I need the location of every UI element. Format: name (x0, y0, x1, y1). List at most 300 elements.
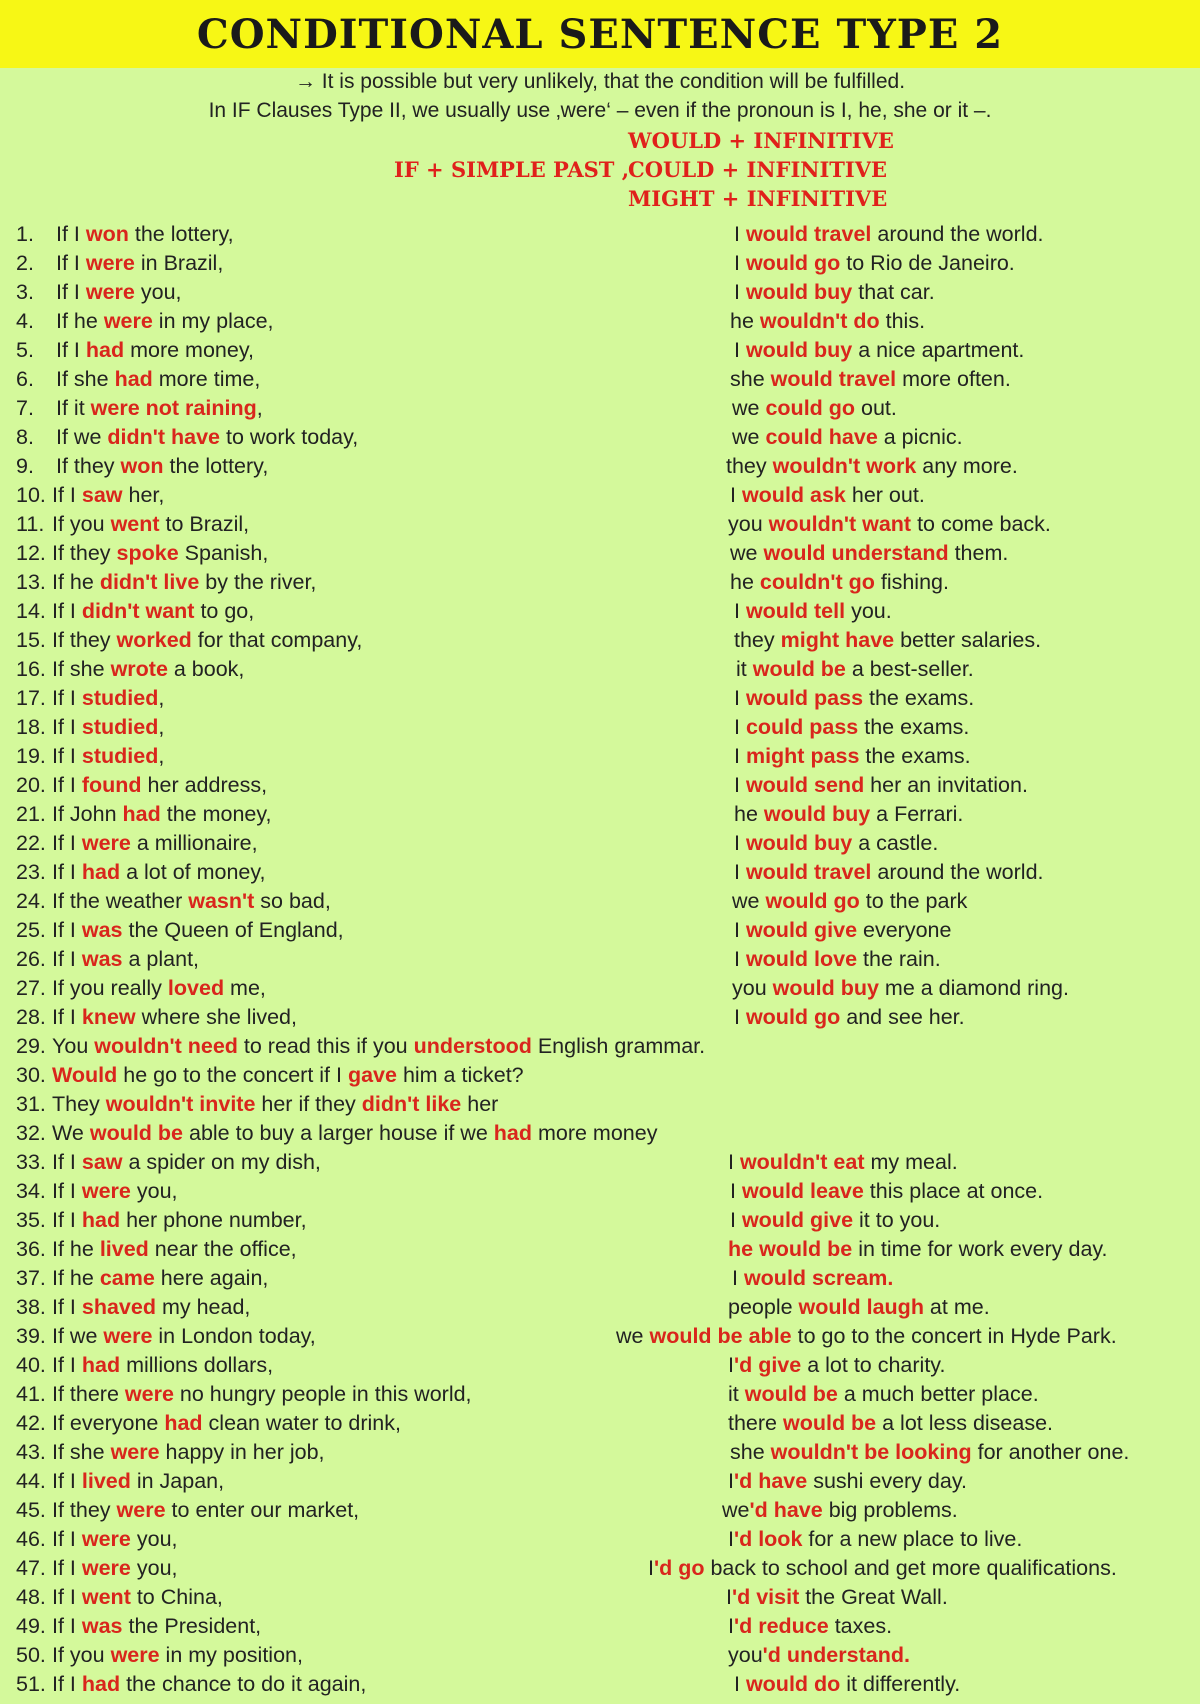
highlighted-verb: would scream. (743, 1266, 894, 1290)
highlighted-verb: would be (744, 1382, 838, 1406)
clause-text: If I (52, 918, 82, 942)
highlighted-verb: might have (780, 628, 895, 652)
highlighted-verb: wouldn't need (94, 1034, 238, 1058)
main-clause (732, 889, 967, 914)
formula-option-might: MIGHT + INFINITIVE (628, 186, 888, 211)
highlighted-verb: would go (745, 1005, 841, 1029)
clause-text: a millionaire, (130, 831, 258, 855)
main-clause (734, 338, 1024, 363)
sentence-row (0, 1469, 1200, 1498)
main-clause (648, 1556, 1117, 1581)
main-clause (730, 1208, 940, 1233)
clause-text: If I (52, 1556, 82, 1580)
clause-text: you (728, 1643, 763, 1667)
highlighted-verb: he would be (728, 1237, 853, 1261)
if-clause (52, 1614, 261, 1639)
sentence-number: 8. (16, 425, 34, 449)
clause-text: he (730, 309, 760, 333)
highlighted-verb: would buy (763, 802, 871, 826)
highlighted-verb: spoke (116, 541, 179, 565)
highlighted-verb: would tell (745, 599, 846, 623)
clause-text: You (52, 1034, 95, 1058)
clause-text: I (648, 1556, 654, 1580)
clause-text: everyone (857, 918, 952, 942)
sentence-number: 36. (16, 1237, 46, 1261)
sentence-row (0, 599, 1200, 628)
clause-text: I (730, 1179, 742, 1203)
clause-text: her out. (845, 483, 925, 507)
highlighted-verb: won (120, 454, 164, 478)
highlighted-verb: would buy (772, 976, 879, 1000)
intro-line-1: → It is possible but very unlikely, that the condition will be fulfilled. (294, 70, 906, 93)
highlighted-verb: were (103, 309, 153, 333)
clause-text: in Brazil, (134, 251, 224, 275)
intro-line-2: In IF Clauses Type II, we usually use ‚were‘ – even if the pronoun is I, he, she or it –. (208, 99, 992, 122)
sentence-number: 46. (16, 1527, 46, 1551)
clause-text: there (728, 1411, 783, 1435)
sentence-row (0, 976, 1200, 1005)
highlighted-verb: would give (745, 918, 858, 942)
sentence-row (0, 1266, 1200, 1295)
highlighted-verb: would leave (741, 1179, 864, 1203)
clause-text: any more. (916, 454, 1018, 478)
clause-text: sushi every day. (807, 1469, 967, 1493)
if-clause (52, 1092, 498, 1117)
clause-text: you, (130, 1556, 178, 1580)
sentence-row (0, 1585, 1200, 1614)
clause-text: here again, (154, 1266, 269, 1290)
clause-text: we (730, 541, 764, 565)
highlighted-verb: lived (99, 1237, 149, 1261)
main-clause (734, 831, 938, 856)
clause-text: the Great Wall. (799, 1585, 948, 1609)
sentence-number: 19. (16, 744, 46, 768)
highlighted-verb: worked (116, 628, 192, 652)
sentence-row (0, 338, 1200, 367)
highlighted-verb: understood (413, 1034, 532, 1058)
if-clause (52, 657, 244, 682)
sentence-number: 31. (16, 1092, 46, 1116)
clause-text: I (728, 1527, 734, 1551)
clause-text: I (730, 483, 742, 507)
if-clause (52, 802, 272, 827)
main-clause (734, 947, 941, 972)
sentence-row (0, 947, 1200, 976)
if-clause (56, 338, 254, 363)
clause-text: to go, (194, 599, 255, 623)
if-clause (52, 1295, 250, 1320)
clause-text: millions dollars, (120, 1353, 274, 1377)
clause-text: my head, (155, 1295, 251, 1319)
highlighted-verb: didn't live (99, 570, 200, 594)
if-clause (52, 889, 331, 914)
if-clause (52, 483, 164, 508)
highlighted-verb: saw (81, 483, 123, 507)
clause-text: around the world. (871, 860, 1044, 884)
sentence-row (0, 1672, 1200, 1701)
highlighted-verb: didn't have (107, 425, 221, 449)
sentence-row (0, 1295, 1200, 1324)
clause-text: you (732, 976, 773, 1000)
clause-text: for another one. (971, 1440, 1130, 1464)
clause-text: I (734, 831, 746, 855)
sentence-number: 38. (16, 1295, 46, 1319)
sentence-number: 15. (16, 628, 46, 652)
sentence-number: 49. (16, 1614, 46, 1638)
clause-text: to read this if you (237, 1034, 414, 1058)
clause-text: If I (56, 280, 86, 304)
clause-text: at me. (923, 1295, 990, 1319)
sentence-number: 26. (16, 947, 46, 971)
highlighted-verb: would go (745, 251, 841, 275)
if-clause (52, 512, 249, 537)
clause-text: If I (52, 1527, 82, 1551)
sentence-row (0, 1382, 1200, 1411)
highlighted-verb: Would (52, 1063, 118, 1087)
clause-text: I (734, 860, 746, 884)
highlighted-verb: found (81, 773, 142, 797)
clause-text: a nice apartment. (852, 338, 1025, 362)
if-clause (52, 1643, 303, 1668)
if-clause (56, 280, 182, 305)
clause-text: If they (56, 454, 121, 478)
clause-text: I (728, 1150, 740, 1174)
highlighted-verb: wrote (110, 657, 168, 681)
main-clause (730, 570, 949, 595)
clause-text: to the park (859, 889, 968, 913)
clause-text: happy in her job, (159, 1440, 325, 1464)
clause-text: back to school and get more qualifications. (704, 1556, 1117, 1580)
if-clause (56, 454, 268, 479)
clause-text: we (732, 396, 766, 420)
main-clause (728, 1643, 910, 1668)
highlighted-verb: would travel (745, 222, 872, 246)
clause-text: the money, (160, 802, 272, 826)
clause-text: her address, (141, 773, 268, 797)
clause-text: I (734, 773, 746, 797)
main-clause (730, 541, 1008, 566)
sentence-number: 39. (16, 1324, 46, 1348)
clause-text: a plant, (122, 947, 200, 971)
if-clause (52, 599, 254, 624)
clause-text: If I (52, 599, 82, 623)
if-clause (52, 715, 164, 740)
formula-option-would: WOULD + INFINITIVE (628, 128, 894, 153)
clause-text: to enter our market, (165, 1498, 360, 1522)
sentence-row (0, 715, 1200, 744)
if-clause (52, 1556, 178, 1581)
sentence-row (0, 831, 1200, 860)
sentence-number: 30. (16, 1063, 46, 1087)
sentence-row (0, 1411, 1200, 1440)
if-clause (52, 831, 258, 856)
clause-text: If you really (52, 976, 168, 1000)
highlighted-verb: was (81, 947, 123, 971)
highlighted-verb: would be (89, 1121, 184, 1145)
clause-text: more often. (896, 367, 1011, 391)
clause-text: the rain. (857, 947, 941, 971)
clause-text: I (734, 918, 746, 942)
sentence-row (0, 744, 1200, 773)
sentence-number: 47. (16, 1556, 46, 1580)
if-clause (52, 1005, 297, 1030)
clause-text: If I (52, 860, 82, 884)
clause-text: by the river, (199, 570, 317, 594)
sentence-row (0, 889, 1200, 918)
clause-text: the exams. (863, 686, 975, 710)
clause-text: big problems. (822, 1498, 958, 1522)
title-bar (0, 0, 1200, 68)
highlighted-verb: would do (745, 1672, 841, 1696)
main-clause (728, 1237, 1108, 1262)
clause-text: I (734, 1672, 746, 1696)
sentence-row (0, 802, 1200, 831)
highlighted-verb: wouldn't eat (739, 1150, 865, 1174)
sentence-number: 51. (16, 1672, 46, 1696)
clause-text: me, (224, 976, 266, 1000)
if-clause (52, 1266, 268, 1291)
main-clause (732, 976, 1069, 1001)
highlighted-verb: studied (81, 686, 159, 710)
highlighted-verb: had (122, 802, 161, 826)
if-clause (52, 1469, 224, 1494)
sentence-row (0, 628, 1200, 657)
clause-text: for that company, (191, 628, 363, 652)
highlighted-verb: were (81, 831, 131, 855)
clause-text: clean water to drink, (202, 1411, 401, 1435)
main-clause (728, 1382, 1039, 1407)
clause-text: If it (56, 396, 91, 420)
highlighted-verb: went (81, 1585, 131, 1609)
clause-text: If I (52, 1614, 82, 1638)
sentence-number: 45. (16, 1498, 46, 1522)
highlighted-verb: would be (752, 657, 846, 681)
clause-text: to Brazil, (159, 512, 250, 536)
highlighted-verb: 'd have (749, 1498, 823, 1522)
clause-text: him a ticket? (396, 1063, 524, 1087)
clause-text: If I (52, 773, 82, 797)
clause-text: If he (52, 1266, 100, 1290)
highlighted-verb: would buy (745, 831, 853, 855)
sentence-number: 1. (16, 222, 34, 246)
if-clause (52, 1353, 273, 1378)
clause-text: it differently. (840, 1672, 961, 1696)
if-clause (52, 947, 199, 972)
highlighted-verb: saw (81, 1150, 123, 1174)
clause-text: I (734, 744, 746, 768)
sentence-number: 32. (16, 1121, 46, 1145)
sentence-row (0, 1643, 1200, 1672)
highlighted-verb: wasn't (188, 889, 255, 913)
sentence-number: 35. (16, 1208, 46, 1232)
sentence-row (0, 1179, 1200, 1208)
highlighted-verb: might pass (745, 744, 860, 768)
if-clause (52, 1121, 657, 1146)
highlighted-verb: were (81, 1556, 131, 1580)
sentence-row (0, 280, 1200, 309)
highlighted-verb: could go (765, 396, 856, 420)
main-clause (616, 1324, 1117, 1349)
highlighted-verb: were (103, 1324, 153, 1348)
clause-text: We (52, 1121, 90, 1145)
sentence-row (0, 1063, 1200, 1092)
clause-text: and see her. (840, 1005, 965, 1029)
if-clause (56, 309, 274, 334)
highlighted-verb: could pass (745, 715, 859, 739)
sentence-row (0, 773, 1200, 802)
highlighted-verb: would pass (745, 686, 864, 710)
clause-text: If she (52, 657, 111, 681)
main-clause (722, 1498, 958, 1523)
highlighted-verb: would give (741, 1208, 854, 1232)
clause-text: I (734, 251, 746, 275)
sentence-row (0, 541, 1200, 570)
sentence-number: 10. (16, 483, 46, 507)
sentence-row (0, 1440, 1200, 1469)
highlighted-verb: would be (782, 1411, 877, 1435)
clause-text: If I (52, 1005, 82, 1029)
clause-text: he (730, 570, 760, 594)
sentence-number: 24. (16, 889, 46, 913)
clause-text: able to buy a larger house if we (183, 1121, 494, 1145)
highlighted-verb: had (81, 1208, 121, 1232)
sentence-number: 37. (16, 1266, 46, 1290)
sentence-number: 33. (16, 1150, 46, 1174)
clause-text: If I (52, 715, 82, 739)
clause-text: a spider on my dish, (122, 1150, 321, 1174)
if-clause (52, 1237, 297, 1262)
clause-text: If there (52, 1382, 125, 1406)
clause-text: If I (52, 1295, 82, 1319)
sentence-row (0, 222, 1200, 251)
highlighted-verb: were (110, 1440, 160, 1464)
highlighted-verb: would go (765, 889, 860, 913)
sentence-row (0, 860, 1200, 889)
highlighted-verb: gave (347, 1063, 397, 1087)
clause-text: that car. (852, 280, 935, 304)
clause-text: a much better place. (837, 1382, 1039, 1406)
sentence-row (0, 1353, 1200, 1382)
clause-text: you (728, 512, 769, 536)
formula-option-could: COULD + INFINITIVE (628, 157, 888, 182)
clause-text: If you (52, 1643, 111, 1667)
highlighted-verb: would be able (649, 1324, 792, 1348)
clause-text: out. (855, 396, 897, 420)
if-clause (52, 1150, 321, 1175)
highlighted-verb: wouldn't want (768, 512, 912, 536)
if-clause (52, 918, 344, 943)
clause-text: it (736, 657, 753, 681)
sentence-row (0, 396, 1200, 425)
clause-text: I (732, 1266, 744, 1290)
sentence-number: 11. (16, 512, 45, 536)
if-clause (52, 570, 316, 595)
highlighted-verb: knew (81, 1005, 136, 1029)
if-clause (56, 222, 234, 247)
clause-text: I (734, 222, 746, 246)
clause-text: If they (52, 628, 117, 652)
if-clause (52, 1063, 524, 1088)
clause-text: If I (52, 1208, 82, 1232)
clause-text: he (734, 802, 764, 826)
highlighted-verb: could have (765, 425, 878, 449)
clause-text: this place at once. (863, 1179, 1044, 1203)
highlighted-verb: wouldn't do (759, 309, 880, 333)
highlighted-verb: had (164, 1411, 203, 1435)
clause-text: If I (56, 222, 86, 246)
highlighted-verb: was (81, 918, 123, 942)
highlighted-verb: was (81, 1614, 123, 1638)
if-clause (52, 1382, 472, 1407)
clause-text: I (728, 1614, 734, 1638)
sentence-row (0, 570, 1200, 599)
sentence-row (0, 1498, 1200, 1527)
clause-text: to work today, (220, 425, 359, 449)
main-clause (726, 454, 1018, 479)
highlighted-verb: couldn't go (759, 570, 875, 594)
clause-text: it (728, 1382, 745, 1406)
clause-text: she (730, 367, 771, 391)
highlighted-verb: had (493, 1121, 532, 1145)
highlighted-verb: won (85, 222, 129, 246)
clause-text: , (158, 744, 165, 768)
clause-text: her an invitation. (864, 773, 1028, 797)
highlighted-verb: would travel (745, 860, 872, 884)
main-clause (728, 512, 1051, 537)
clause-text: to go to the concert in Hyde Park. (791, 1324, 1117, 1348)
clause-text: a picnic. (877, 425, 963, 449)
sentence-number: 41. (16, 1382, 46, 1406)
main-clause (728, 1614, 892, 1639)
highlighted-verb: had (85, 338, 125, 362)
page-title: CONDITIONAL SENTENCE TYPE 2 (196, 10, 1004, 58)
main-clause (730, 483, 925, 508)
clause-text: Spanish, (178, 541, 269, 565)
if-clause (52, 744, 164, 769)
clause-text: I (728, 1353, 734, 1377)
highlighted-verb: studied (81, 744, 159, 768)
highlighted-verb: were (110, 1643, 160, 1667)
if-clause (52, 1527, 178, 1552)
highlighted-verb: would ask (741, 483, 846, 507)
clause-text: I (734, 1005, 746, 1029)
main-clause (734, 802, 963, 827)
clause-text: the exams. (859, 744, 971, 768)
clause-text: her phone number, (120, 1208, 307, 1232)
sentence-row (0, 367, 1200, 396)
clause-text: the President, (122, 1614, 262, 1638)
sentence-number: 21. (16, 802, 46, 826)
clause-text: , (158, 686, 165, 710)
clause-text: If I (52, 1150, 82, 1174)
highlighted-verb: wouldn't work (772, 454, 917, 478)
highlighted-verb: had (81, 1353, 121, 1377)
clause-text: If he (52, 570, 100, 594)
sentence-row (0, 251, 1200, 280)
clause-text: they (726, 454, 773, 478)
if-clause (52, 1585, 223, 1610)
clause-text: more money (532, 1121, 658, 1145)
clause-text: no hungry people in this world, (173, 1382, 472, 1406)
clause-text: it to you. (853, 1208, 941, 1232)
sentence-number: 16. (16, 657, 46, 681)
highlighted-verb: would understand (763, 541, 949, 565)
clause-text: to come back. (911, 512, 1051, 536)
sentence-number: 44. (16, 1469, 46, 1493)
clause-text: If I (52, 483, 82, 507)
clause-text: If he (56, 309, 104, 333)
sentence-number: 20. (16, 773, 46, 797)
